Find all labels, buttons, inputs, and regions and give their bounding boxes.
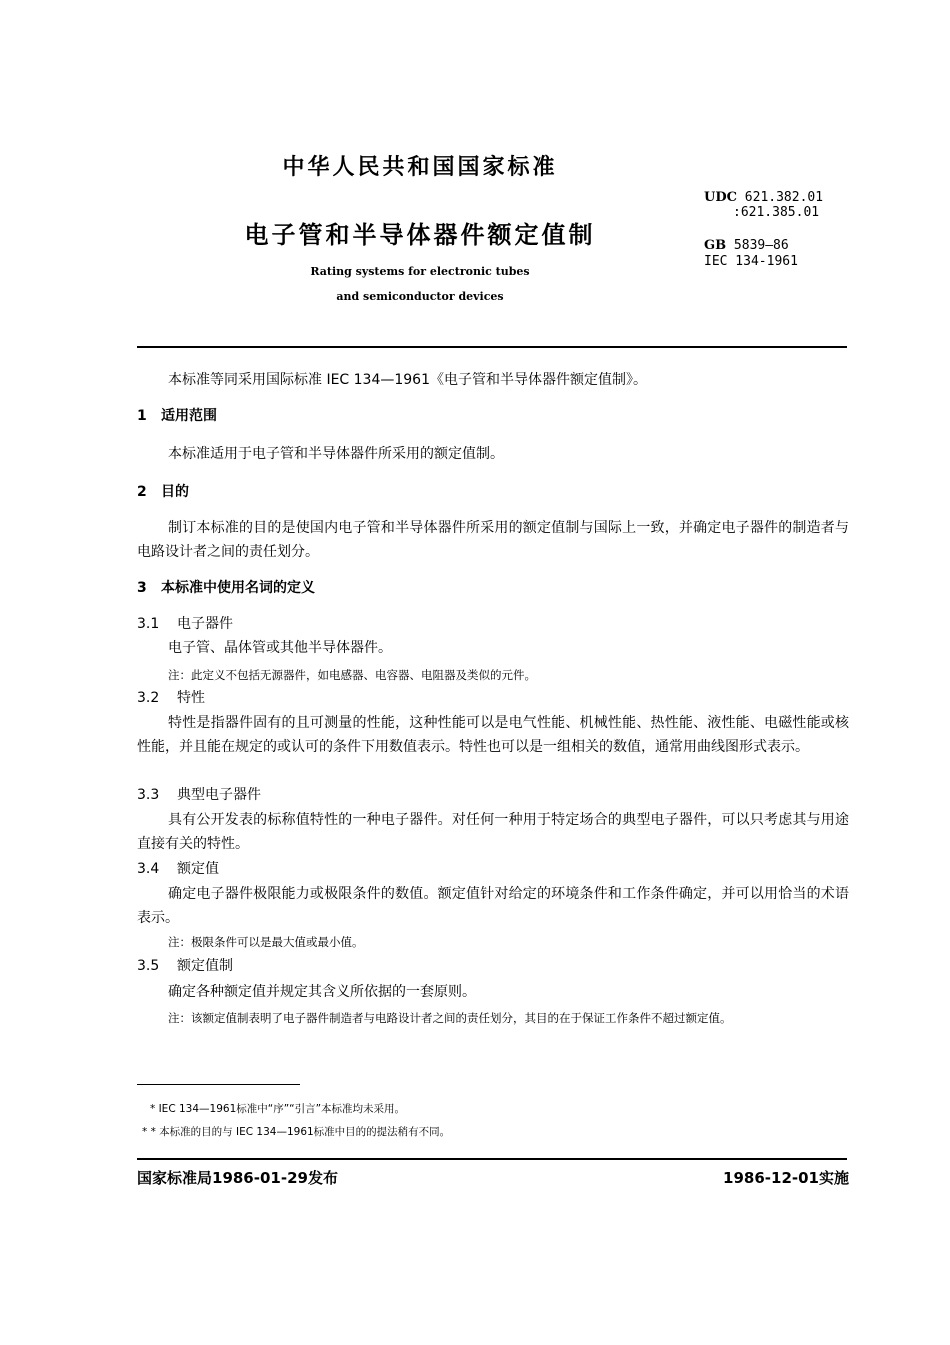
section-3-heading: 3 本标准中使用名词的定义	[137, 580, 315, 596]
section-3-1-note: 注：此定义不包括无源器件，如电感器、电容器、电阻器及类似的元件。	[168, 668, 536, 682]
gb-code-line	[704, 238, 789, 253]
section-3-1-heading: 3.1 电子器件	[137, 616, 233, 632]
section-1-text: 本标准适用于电子管和半导体器件所采用的额定值制。	[168, 446, 504, 462]
section-3-4-heading: 3.4 额定值	[137, 861, 219, 877]
udc-code-line1	[704, 190, 823, 205]
udc-value-1: 621.382.01	[744, 190, 824, 205]
footnote-1: * IEC 134—1961标准中“序”“引言”本标准均未采用。	[150, 1103, 406, 1115]
section-3-4-note: 注：极限条件可以是最大值或最小值。	[168, 935, 364, 949]
gb-code: 5839—86	[733, 238, 789, 253]
section-3-1-text: 电子管、晶体管或其他半导体器件。	[168, 640, 392, 656]
issue-date: 国家标准局1986-01-29发布	[137, 1169, 338, 1187]
udc-label: UDC	[704, 190, 737, 205]
section-2-heading: 2 目的	[137, 484, 189, 500]
gb-label: GB	[704, 238, 727, 253]
standard-title-en-line1: Rating systems for electronic tubes	[310, 265, 530, 278]
section-3-2-heading: 3.2 特性	[137, 690, 205, 706]
section-3-4-text: 确定电子器件极限能力或极限条件的数值。额定值针对给定的环境条件和工作条件确定，并可以用恰当的术语表示。	[137, 886, 849, 926]
standard-title-en-line2: and semiconductor devices	[336, 290, 504, 303]
intro-text: 本标准等同采用国际标准 IEC 134—1961《电子管和半导体器件额定值制》。	[168, 372, 647, 388]
section-3-3-heading: 3.3 典型电子器件	[137, 787, 261, 803]
footnote-divider	[137, 1084, 300, 1085]
effective-date: 1986-12-01实施	[723, 1169, 849, 1187]
section-1-heading: 1 适用范围	[137, 408, 217, 424]
section-3-3-text: 具有公开发表的标称值特性的一种电子器件。对任何一种用于特定场合的典型电子器件，可以只考虑其与用途直接有关的特性。	[137, 812, 849, 852]
header-divider	[137, 346, 847, 348]
section-2-text: 制订本标准的目的是使国内电子管和半导体器件所采用的额定值制与国际上一致，并确定电子器件的制造者与电路设计者之间的责任划分。	[137, 520, 849, 560]
section-3-2-text: 特性是指器件固有的且可测量的性能，这种性能可以是电气性能、机械性能、热性能、液性能、电磁性能或核性能，并且能在规定的或认可的条件下用数值表示。特性也可以是一组相关的数值，通常用曲线图形式表示。	[137, 715, 849, 755]
footnote-2: * * 本标准的目的与 IEC 134—1961标准中目的的提法稍有不同。	[142, 1126, 451, 1138]
udc-value-2: :621.385.01	[733, 205, 820, 220]
section-3-5-note: 注：该额定值制表明了电子器件制造者与电路设计者之间的责任划分，其目的在于保证工作条件不超过额定值。	[168, 1011, 732, 1025]
iec-code: IEC 134-1961	[704, 254, 798, 269]
section-3-5-text: 确定各种额定值并规定其含义所依据的一套原则。	[168, 984, 476, 1000]
section-3-5-heading: 3.5 额定值制	[137, 958, 233, 974]
national-standard-heading: 中华人民共和国国家标准	[282, 155, 558, 180]
standard-title-cn: 电子管和半导体器件额定值制	[244, 221, 596, 249]
footer-divider	[137, 1158, 847, 1160]
